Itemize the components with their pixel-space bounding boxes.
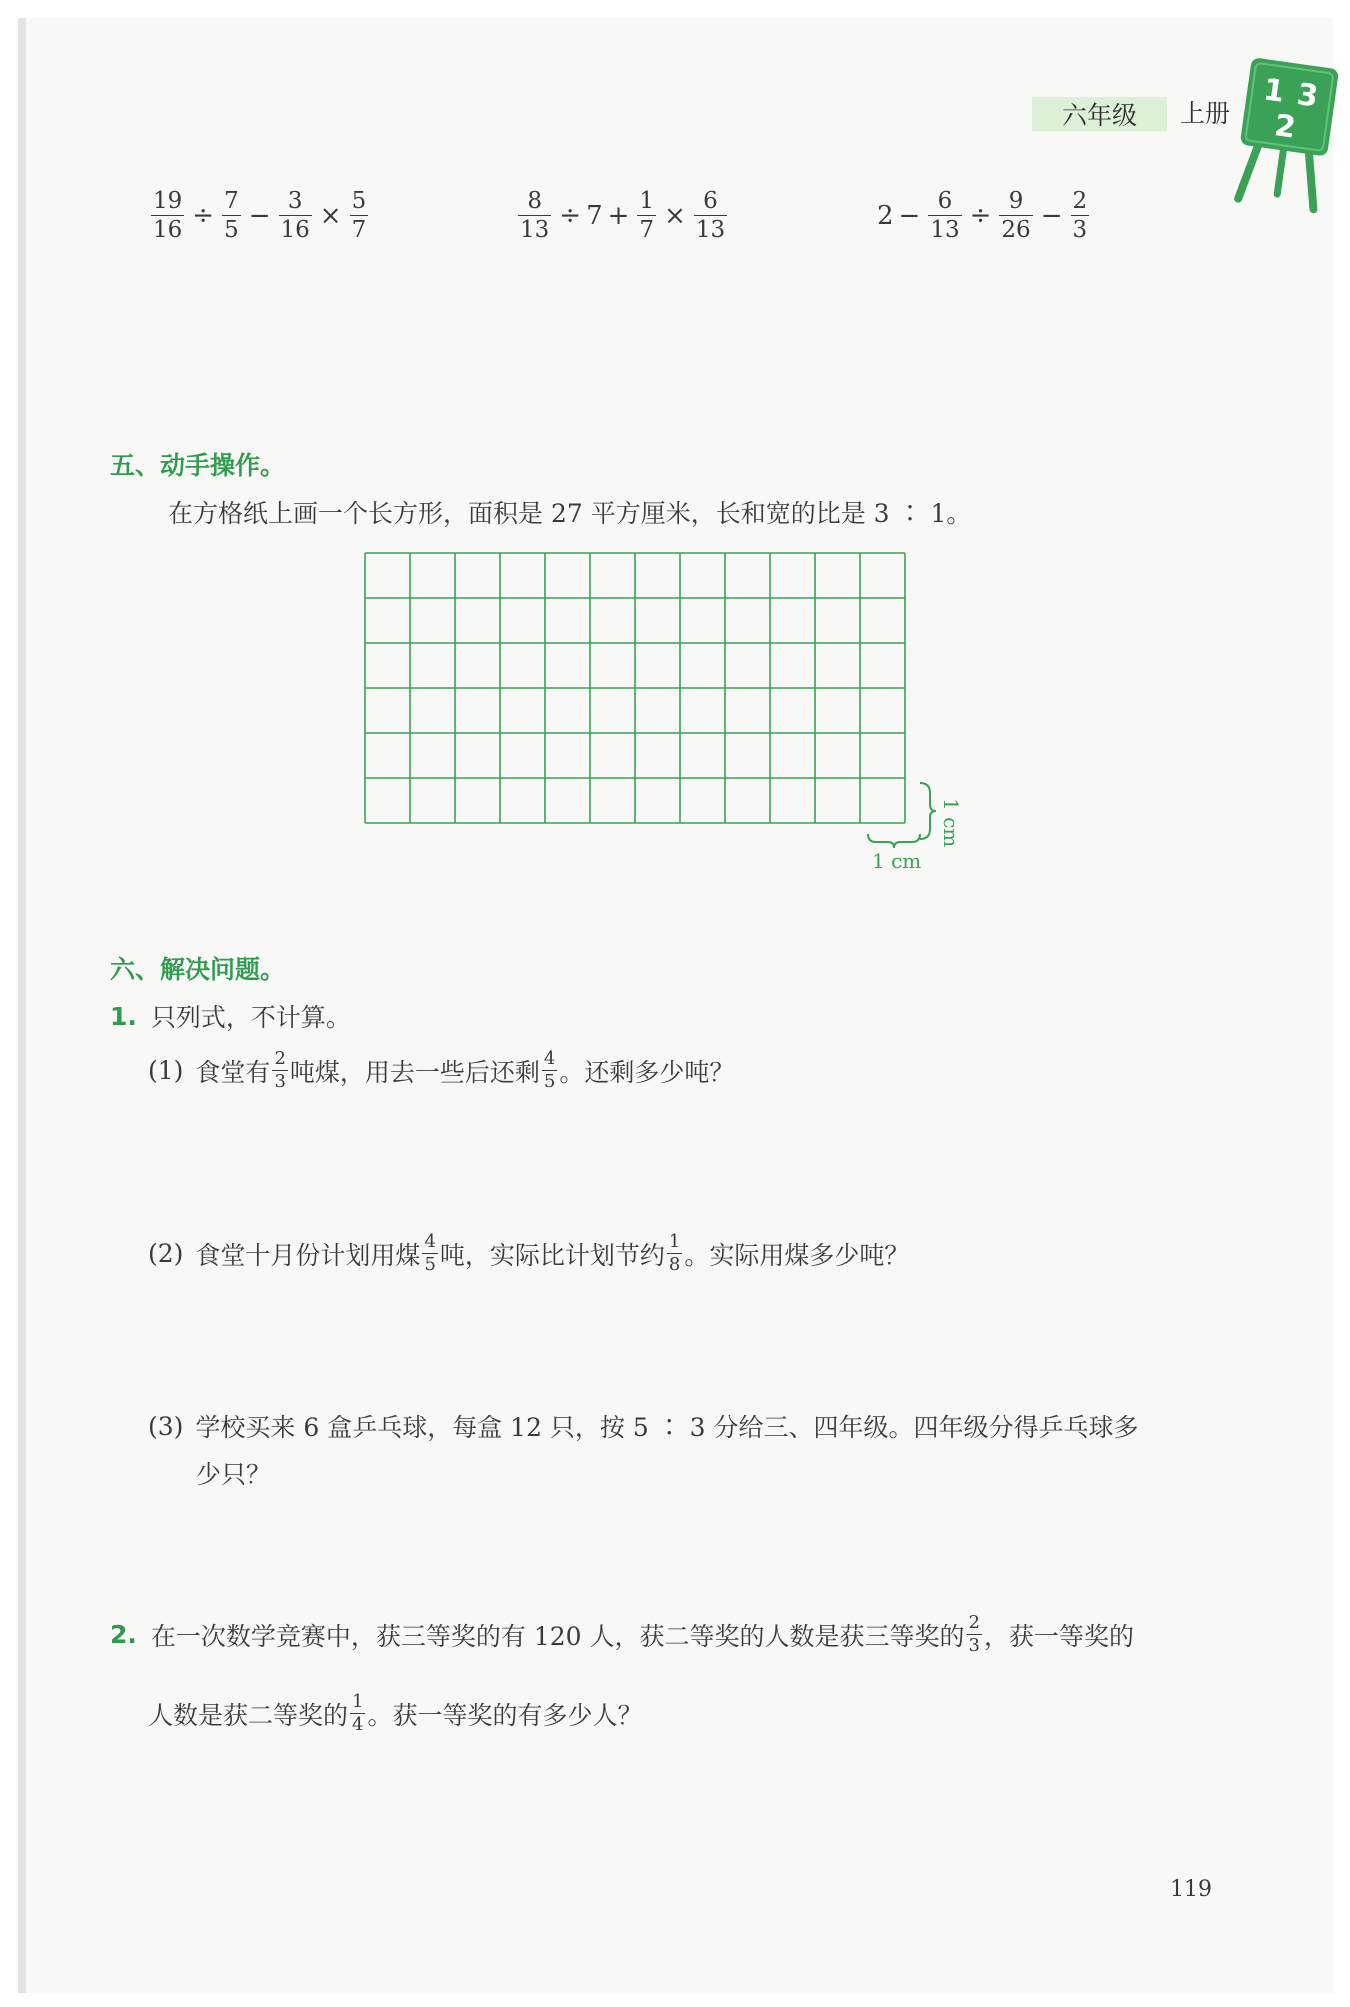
part-text: 吨，实际比计划节约 [439, 1240, 665, 1270]
part-text: 。实际用煤多少吨？ [684, 1240, 910, 1270]
section-5-instruction: 在方格纸上画一个长方形，面积是 27 平方厘米，长和宽的比是 3 ∶ 1。 [168, 499, 972, 528]
height-label: 1 cm [939, 798, 963, 848]
operator: − [898, 201, 921, 231]
fraction: $\frac{1}{8}$ [668, 1231, 681, 1275]
question-text: 在一次数学竞赛中，获三等奖的有 120 人，获二等奖的人数是获三等奖的 [150, 1621, 965, 1651]
question-number: 2. [110, 1620, 137, 1649]
page-number: 119 [1170, 1877, 1212, 1902]
width-label: 1 cm [872, 849, 922, 873]
part-label: (1) [148, 1056, 184, 1085]
question-text: ，获一等奖的 [983, 1621, 1134, 1651]
section-5-title: 五、动手操作。 [110, 451, 286, 480]
operator: × [319, 201, 342, 231]
question-1 [110, 998, 351, 1034]
fraction: $\frac{1}{7}$ [639, 188, 655, 243]
fraction: $\frac{6}{13}$ [930, 188, 960, 243]
section-6-title: 六、解决问题。 [110, 955, 286, 984]
fraction: $\frac{2}{3}$ [968, 1612, 980, 1656]
fraction: $\frac{2}{3}$ [1072, 188, 1088, 243]
operator: − [1040, 201, 1063, 231]
expression-2 [515, 190, 730, 242]
part-label: (2) [148, 1239, 184, 1268]
number: 7 [586, 201, 603, 231]
question-number: 1. [110, 1001, 137, 1031]
operator: + [607, 201, 630, 231]
chalkboard-badge-icon [1235, 55, 1345, 215]
question-2-continued [148, 1693, 642, 1734]
question-1-part-2 [148, 1233, 909, 1274]
fraction: $\frac{7}{5}$ [224, 188, 239, 243]
badge-digit: 2 [1272, 108, 1298, 146]
fraction: $\frac{6}{13}$ [695, 188, 726, 243]
badge-digit: 3 [1294, 77, 1321, 115]
fraction: $\frac{8}{13}$ [520, 188, 550, 243]
question-1-part-3-continued: 少只？ [196, 1460, 272, 1489]
question-1-part-3 [148, 1408, 1139, 1444]
question-1-part-1 [148, 1050, 734, 1091]
fraction: $\frac{4}{5}$ [543, 1048, 556, 1092]
fraction: $\frac{1}{4}$ [352, 1691, 364, 1735]
fraction: $\frac{4}{5}$ [424, 1231, 436, 1275]
question-text: 。获一等奖的有多少人？ [367, 1700, 643, 1730]
grade-label: 六年级 [1032, 97, 1167, 131]
square-grid [360, 548, 963, 878]
operator: ÷ [192, 201, 215, 231]
operator: − [248, 201, 271, 231]
fraction: $\frac{5}{7}$ [351, 188, 367, 243]
question-text: 人数是获二等奖的 [148, 1700, 349, 1730]
badge-digit: 1 [1261, 72, 1287, 110]
fraction: $\frac{3}{16}$ [280, 188, 310, 243]
question-text: 只列式，不计算。 [150, 1003, 351, 1032]
expression-3 [877, 190, 1092, 242]
expression-1 [148, 190, 371, 242]
part-text: 吨煤，用去一些后还剩 [289, 1057, 540, 1087]
part-text: 食堂十月份计划用煤 [195, 1240, 421, 1270]
operator: ÷ [559, 201, 582, 231]
fraction: $\frac{19}{16}$ [153, 188, 183, 243]
width-brace [868, 834, 920, 848]
fraction: $\frac{2}{3}$ [274, 1048, 286, 1092]
height-brace [920, 783, 936, 839]
fraction: $\frac{9}{26}$ [1001, 188, 1031, 243]
question-2 [110, 1614, 1134, 1655]
part-text: 食堂有 [195, 1057, 271, 1087]
part-text: 。还剩多少吨？ [559, 1057, 735, 1087]
number: 2 [877, 201, 894, 231]
grid-lines [365, 553, 905, 823]
part-label: (3) [148, 1411, 184, 1441]
part-text: 学校买来 6 盒乒乓球，每盒 12 只，按 5 ∶ 3 分给三、四年级。四年级分得乒乓球多 [195, 1413, 1139, 1442]
operator: × [664, 201, 686, 231]
volume-label: 上册 [1180, 99, 1231, 128]
operator: ÷ [969, 201, 992, 231]
